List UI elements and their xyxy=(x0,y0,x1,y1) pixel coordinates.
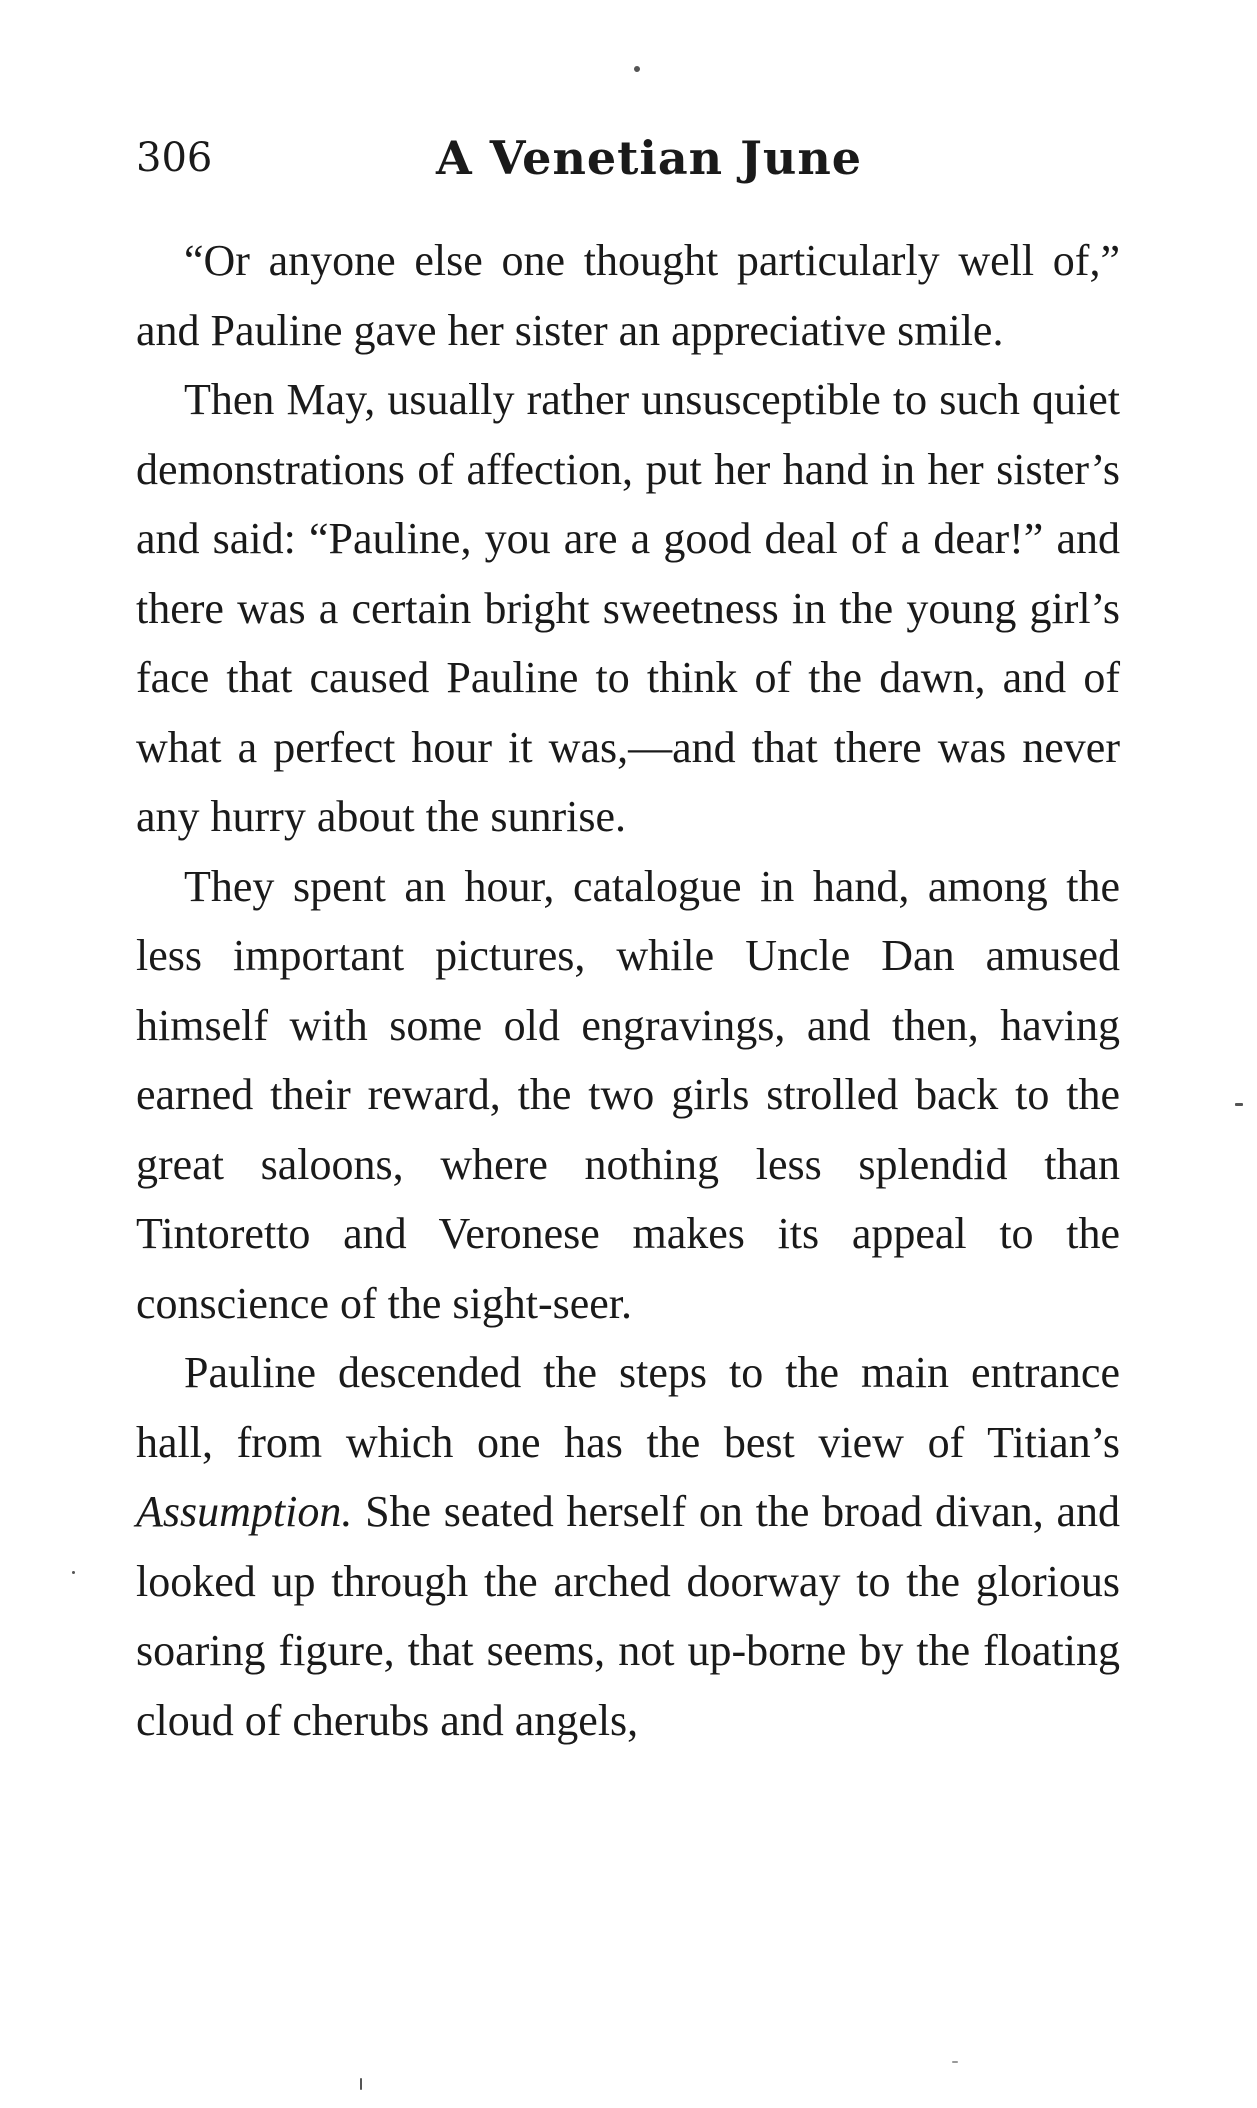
scan-speck xyxy=(360,2078,362,2090)
scan-speck xyxy=(1235,1103,1243,1106)
page-number: 306 xyxy=(136,135,213,181)
page-header xyxy=(136,128,1120,188)
body-text xyxy=(136,226,1120,1755)
scan-speck xyxy=(952,2061,958,2063)
paragraph-3: They spent an hour, catalogue in hand, among the less important pictures, while Uncle Dan amused himself with some old engravings, and then, having earned their reward, the two girls strolled back to the great saloons, where nothing less splendid than Tintoretto and Veronese makes its appeal to the conscience of the sight-seer. xyxy=(136,861,1120,1328)
scan-speck xyxy=(72,1571,75,1574)
scan-speck xyxy=(634,66,640,72)
paragraph-1: “Or anyone else one thought particularly well of,” and Pauline gave her sister an appreciative smile. xyxy=(136,236,1120,355)
paragraph-2: Then May, usually rather unsusceptible to such quiet demonstrations of affection, put her hand in her sister’s and said: “Pauline, you are a good deal of a dear!” and there was a certain bright sweetness in the young girl’s face that caused Pauline to think of the dawn, and of what a perfect hour it was,—and that there was never any hurry about the sunrise. xyxy=(136,375,1120,841)
running-head: A Venetian June xyxy=(436,131,863,185)
painting-title: Assumption. xyxy=(136,1487,353,1536)
paragraph-4 xyxy=(136,1338,1120,1755)
paragraph-4-text-after: She seated herself on the broad divan, and looked up through the arched doorway to the glorious soaring figure, that seems, not up-borne by the floating cloud of cherubs and angels, xyxy=(136,1487,1120,1745)
paragraph-4-text-before: Pauline descended the steps to the main entrance hall, from which one has the best view of Titian’s xyxy=(136,1348,1120,1467)
